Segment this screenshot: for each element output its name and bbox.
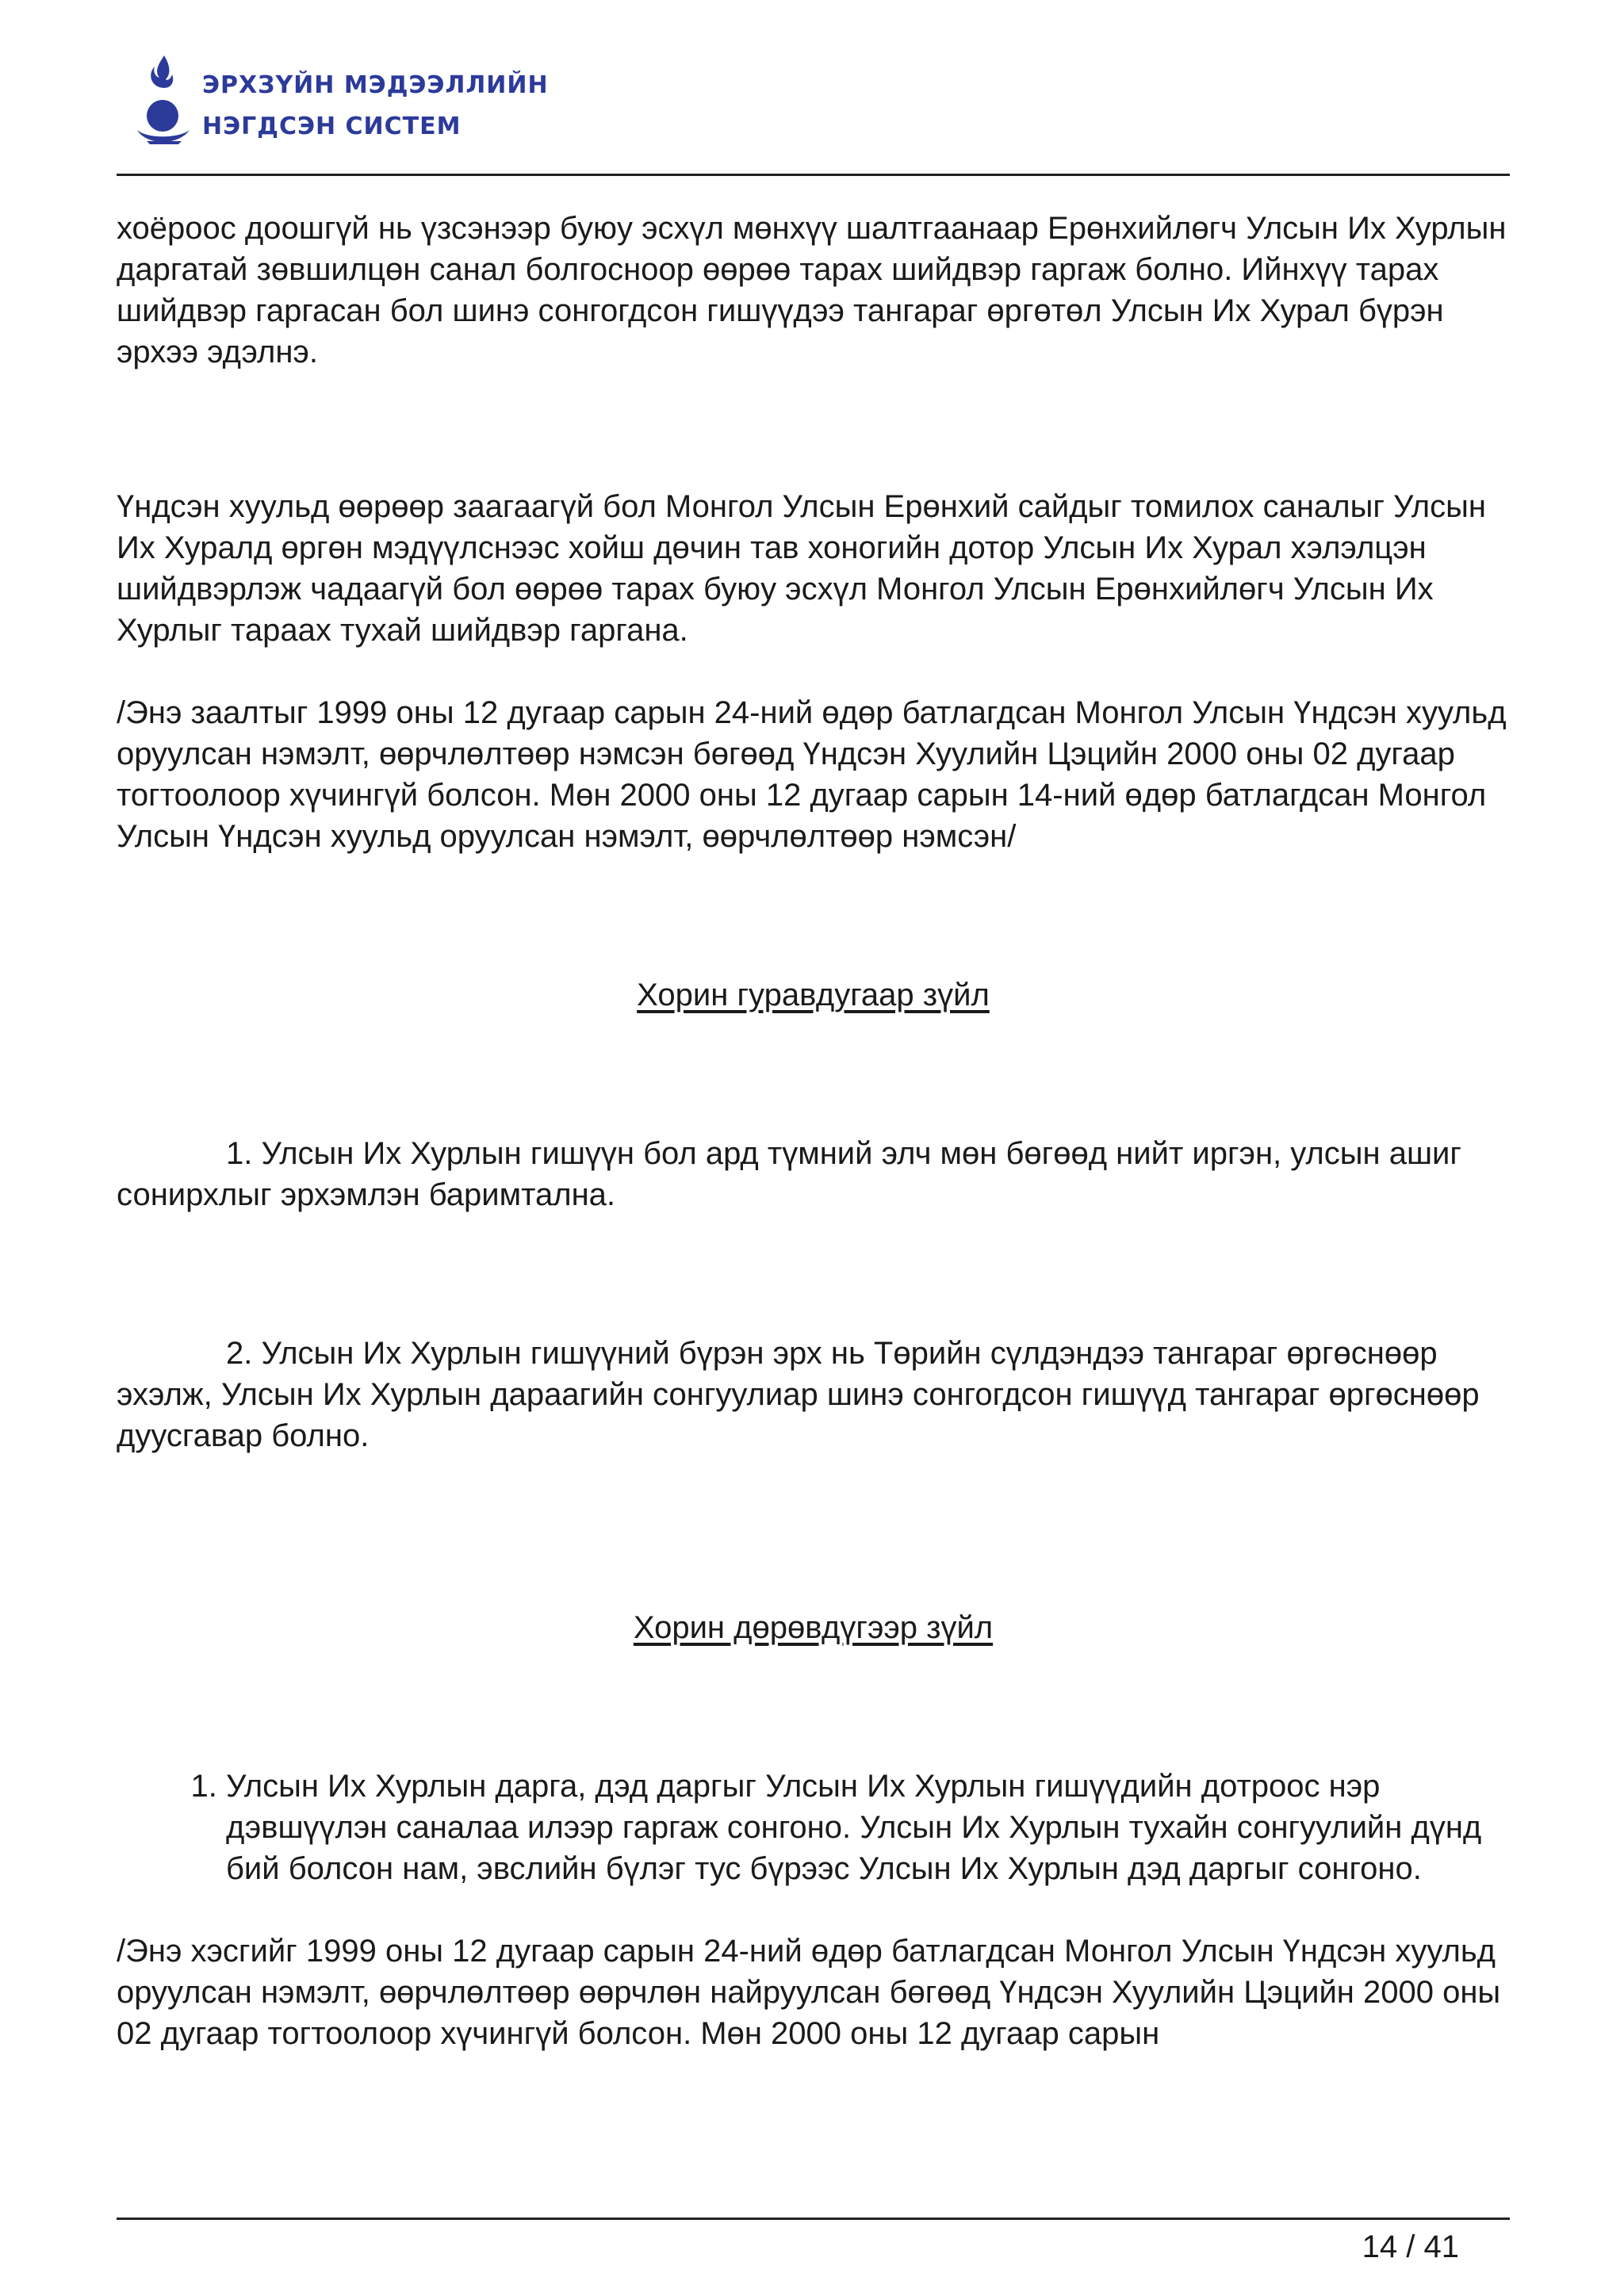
site-logo-text bbox=[202, 65, 549, 147]
article-23-clause-2: 2. Улсын Их Хурлын гишүүний бүрэн эрх нь Төрийн сүлдэндээ тангараг өргөснөөр эхэлж, Улсын Их Хурлын дараагийн сонгуулиар шинэ сонгогдсон гишүүд тангараг өргөснөөр дуусгавар болно. bbox=[117, 1336, 1480, 1453]
article-24-clause-list bbox=[117, 1766, 1510, 1889]
page-number: 14 / 41 bbox=[1362, 2229, 1459, 2264]
article-24-heading: Хорин дөрөвдүгээр зүйл bbox=[633, 1610, 994, 1645]
article-23-heading: Хорин гуравдугаар зүйл bbox=[637, 978, 990, 1012]
amendment-note-2: /Энэ хэсгийг 1999 оны 12 дугаар сарын 24-ний өдөр батлагдсан Монгол Улсын Үндсэн хуульд оруулсан нэмэлт, өөрчлөлтөөр өөрчлөн найруулсан бөгөөд Үндсэн Хуулийн Цэцийн 2000 оны 02 дугаар тогтоолоор хүчингүй болсон. Мөн 2000 оны 12 дугаар сарын bbox=[117, 1934, 1501, 2051]
logo-line-1: ЭРХЗҮЙН МЭДЭЭЛЛИЙН bbox=[202, 71, 549, 99]
logo-line-2: НЭГДСЭН СИСТЕМ bbox=[202, 113, 462, 140]
article-23-clause-1: 1. Улсын Их Хурлын гишүүн бол ард түмний элч мөн бөгөөд нийт иргэн, улсын ашиг сонирхлыг эрхэмлэн баримтална. bbox=[117, 1136, 1461, 1212]
amendment-note-1: /Энэ заалтыг 1999 оны 12 дугаар сарын 24-ний өдөр батлагдсан Монгол Улсын Үндсэн хуульд оруулсан нэмэлт, өөрчлөлтөөр нэмсэн бөгөөд Үндсэн Хуулийн Цэцийн 2000 оны 02 дугаар тогтоолоор хүчингүй болсон. Мөн 2000 оны 12 дугаар сарын 14-ний өдөр батлагдсан Монгол Улсын Үндсэн хуульд оруулсан нэмэлт, өөрчлөлтөөр нэмсэн/ bbox=[117, 695, 1507, 854]
paragraph-dissolution: Үндсэн хуульд өөрөөр заагаагүй бол Монгол Улсын Ерөнхий сайдыг томилох саналыг Улсын Их Хуралд өргөн мэдүүлснээс хойш дөчин тав хоногийн дотор Улсын Их Хурал хэлэлцэн шийдвэрлэж чадаагүй бол өөрөө тарах буюу эсхүл Монгол Улсын Ерөнхийлөгч Улсын Их Хурлыг тараах тухай шийдвэр гаргана. bbox=[117, 489, 1486, 648]
document-body bbox=[117, 208, 1510, 2054]
footer-divider bbox=[117, 2218, 1510, 2220]
article-24-clause-1: 1. Улсын Их Хурлын дарга, дэд даргыг Улсын Их Хурлын гишүүдийн дотроос нэр дэвшүүлэн саналаа илээр гаргаж сонгоно. Улсын Их Хурлын тухайн сонгуулийн дүнд бий болсон нам, эвслийн бүлэг тус бүрээс Улсын Их Хурлын дэд даргыг сонгоно. bbox=[226, 1766, 1510, 1889]
paragraph-continuation: хоёроос доошгүй нь үзсэнээр буюу эсхүл мөнхүү шалтгаанаар Ерөнхийлөгч Улсын Их Хурлын даргатай зөвшилцөн санал болгосноор өөрөө тарах шийдвэр гаргаж болно. Ийнхүү тарах шийдвэр гаргасан бол шинэ сонгогдсон гишүүдээ тангараг өргөтөл Улсын Их Хурал бүрэн эрхээ эдэлнэ. bbox=[117, 211, 1507, 369]
header-divider bbox=[117, 174, 1510, 176]
